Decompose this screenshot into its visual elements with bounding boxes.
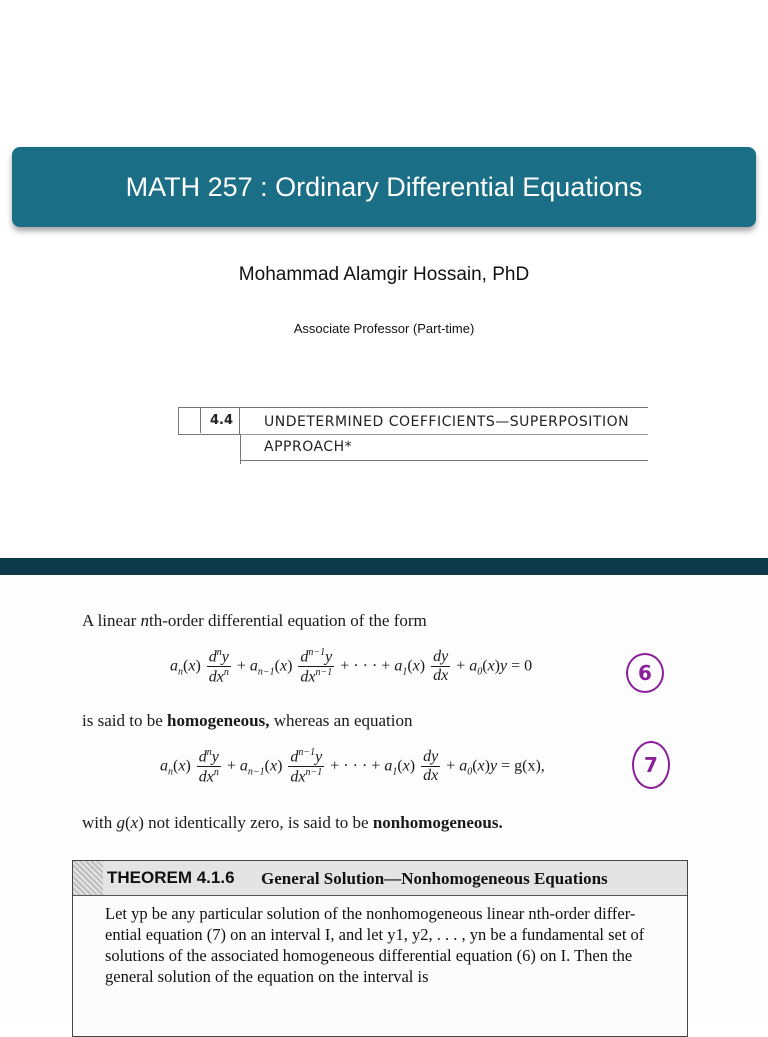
annotation-6-badge: 6	[626, 653, 664, 693]
eq7-rhs: = g(x),	[501, 757, 545, 775]
author-position: Associate Professor (Part-time)	[293, 321, 475, 336]
intro-text: A linear nth-order differential equation of the form	[82, 611, 427, 630]
title-bar	[12, 147, 756, 227]
theorem-header	[73, 861, 687, 896]
theorem-title: THEOREM 4.1.6	[107, 868, 235, 887]
equation-nonhomogeneous: $a_n(x)$ $\frac{d^ny}{dx^n}$ + $a_{n-1}(x)$ $\frac{d^{n-1}y}{dx^{n-1}}$ + · · · + $a_1(x)$ $\frac{dy}{dx}$ + $a_0(x)y = g(x)$,	[160, 747, 545, 786]
annotation-7-badge: 7	[632, 741, 670, 789]
theorem-line: general solution of the equation on the interval is	[105, 967, 429, 986]
equation-homogeneous: $a_n(x)$ $\frac{d^ny}{dx^n}$ + $a_{n-1}(x)$ $\frac{d^{n-1}y}{dx^{n-1}}$ + · · · + $a_1(x)$ $\frac{dy}{dx}$ + $a_0(x)y = 0$	[170, 647, 533, 686]
section-number: 4.4	[210, 413, 234, 428]
nonhomogeneous-text: with g(x) not identically zero, is said to be nonhomogeneous.	[82, 813, 503, 832]
textbook-page	[0, 575, 768, 1024]
slide-title: MATH 257 : Ordinary Differential Equations	[125, 171, 643, 202]
theorem-subtitle: General Solution—Nonhomogeneous Equations	[261, 869, 608, 888]
slide-divider	[0, 558, 768, 575]
section-title-line1: UNDETERMINED COEFFICIENTS—SUPERPOSITION	[264, 414, 630, 430]
theorem-body	[105, 903, 671, 987]
eq6-rhs: = 0	[511, 657, 533, 675]
section-heading	[178, 407, 648, 463]
theorem-line: ential equation (7) on an interval I, and let y1, y2, . . . , yn be a fundamental set of	[105, 925, 645, 944]
theorem-line: Let yp be any particular solution of the nonhomogeneous linear nth-order differ-	[105, 904, 636, 923]
theorem-box	[72, 860, 688, 1037]
theorem-line: solutions of the associated homogeneous differential equation (6) on I. Then the	[105, 946, 633, 965]
homogeneous-text: is said to be homogeneous, whereas an equation	[82, 711, 413, 730]
author-name: Mohammad Alamgir Hossain, PhD	[238, 264, 530, 285]
section-title-line2: APPROACH*	[264, 439, 353, 455]
